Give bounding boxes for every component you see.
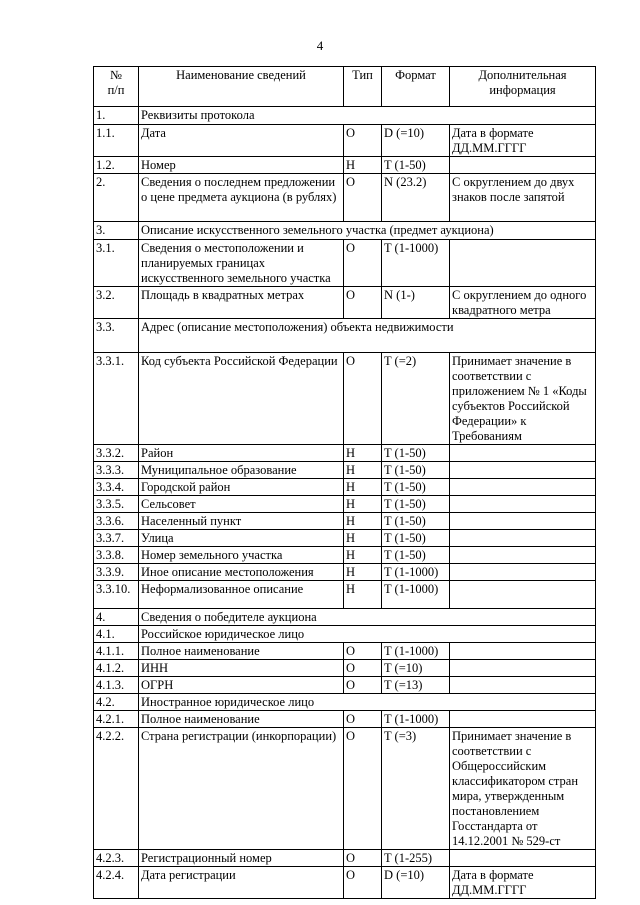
table-row <box>94 496 596 513</box>
format-cell: T (=2) <box>382 353 450 445</box>
table-row <box>94 174 596 222</box>
type-cell: Н <box>344 479 382 496</box>
info-cell <box>450 677 596 694</box>
row-number-cell: 4.2.4. <box>94 867 139 899</box>
name-cell: Площадь в квадратных метрах <box>139 287 344 319</box>
table-row <box>94 564 596 581</box>
data-table <box>93 66 596 899</box>
info-cell: С округлением до одного квадратного метра <box>450 287 596 319</box>
row-number-cell: 3.3. <box>94 319 139 353</box>
row-number-cell: 3.3.8. <box>94 547 139 564</box>
page-number: 4 <box>316 38 324 53</box>
type-cell: О <box>344 240 382 287</box>
format-cell: T (1-50) <box>382 496 450 513</box>
table-row <box>94 626 596 643</box>
name-cell: Муниципальное образование <box>139 462 344 479</box>
row-number-cell: 3.3.2. <box>94 445 139 462</box>
name-cell: ОГРН <box>139 677 344 694</box>
section-title-cell: Реквизиты протокола <box>139 107 596 125</box>
table-row <box>94 711 596 728</box>
section-title-cell: Иностранное юридическое лицо <box>139 694 596 711</box>
format-cell: T (=3) <box>382 728 450 850</box>
row-number-cell: 2. <box>94 174 139 222</box>
table-row <box>94 530 596 547</box>
section-title-cell: Российское юридическое лицо <box>139 626 596 643</box>
name-cell: Полное наименование <box>139 643 344 660</box>
row-number-cell: 3.3.5. <box>94 496 139 513</box>
table-row <box>94 157 596 174</box>
format-cell: T (1-50) <box>382 513 450 530</box>
name-cell: Полное наименование <box>139 711 344 728</box>
row-number-cell: 3.3.3. <box>94 462 139 479</box>
row-number-cell: 3.3.10. <box>94 581 139 609</box>
type-cell: О <box>344 711 382 728</box>
type-cell: Н <box>344 513 382 530</box>
row-number-cell: 1.2. <box>94 157 139 174</box>
type-cell: О <box>344 728 382 850</box>
section-title-cell: Адрес (описание местоположения) объекта недвижимости <box>139 319 596 353</box>
info-cell <box>450 462 596 479</box>
name-cell: Страна регистрации (инкорпорации) <box>139 728 344 850</box>
name-cell: Сельсовет <box>139 496 344 513</box>
info-cell <box>450 564 596 581</box>
row-number-cell: 4.1.2. <box>94 660 139 677</box>
section-title-cell: Сведения о победителе аукциона <box>139 609 596 626</box>
table-row <box>94 547 596 564</box>
table-row <box>94 694 596 711</box>
name-cell: Сведения о последнем предложении о цене предмета аукциона (в рублях) <box>139 174 344 222</box>
table-header-row <box>94 67 596 107</box>
info-cell <box>450 711 596 728</box>
format-cell: T (1-255) <box>382 850 450 867</box>
table-row <box>94 319 596 353</box>
row-number-cell: 4. <box>94 609 139 626</box>
type-cell: О <box>344 867 382 899</box>
name-cell: Иное описание местоположения <box>139 564 344 581</box>
type-cell: Н <box>344 547 382 564</box>
info-cell <box>450 157 596 174</box>
type-cell: Н <box>344 564 382 581</box>
info-cell: Дата в формате ДД.ММ.ГГГГ <box>450 125 596 157</box>
type-cell: Н <box>344 462 382 479</box>
name-cell: Сведения о местоположении и планируемых границах искусственного земельного участка <box>139 240 344 287</box>
type-cell: О <box>344 850 382 867</box>
row-number-cell: 4.2. <box>94 694 139 711</box>
table-row <box>94 581 596 609</box>
type-cell: О <box>344 643 382 660</box>
row-number-cell: 3.3.7. <box>94 530 139 547</box>
row-number-cell: 3. <box>94 222 139 240</box>
table-row <box>94 677 596 694</box>
name-cell: Номер <box>139 157 344 174</box>
header-type: Тип <box>344 67 382 107</box>
table-row <box>94 850 596 867</box>
type-cell: Н <box>344 445 382 462</box>
format-cell: T (1-50) <box>382 547 450 564</box>
format-cell: D (=10) <box>382 125 450 157</box>
table-row <box>94 462 596 479</box>
name-cell: Код субъекта Российской Федерации <box>139 353 344 445</box>
info-cell <box>450 850 596 867</box>
section-title-cell: Описание искусственного земельного участка (предмет аукциона) <box>139 222 596 240</box>
info-cell <box>450 660 596 677</box>
table-row <box>94 867 596 899</box>
table-row <box>94 353 596 445</box>
info-cell <box>450 581 596 609</box>
name-cell: Неформализованное описание <box>139 581 344 609</box>
format-cell: T (=13) <box>382 677 450 694</box>
header-num: № п/п <box>94 67 139 107</box>
row-number-cell: 4.2.1. <box>94 711 139 728</box>
type-cell: Н <box>344 530 382 547</box>
format-cell: T (1-1000) <box>382 240 450 287</box>
info-cell: Принимает значение в соответствии с приложением № 1 «Коды субъектов Российской Федерации» к Требованиям <box>450 353 596 445</box>
type-cell: О <box>344 660 382 677</box>
row-number-cell: 3.1. <box>94 240 139 287</box>
type-cell: О <box>344 174 382 222</box>
info-cell: С округлением до двух знаков после запятой <box>450 174 596 222</box>
info-cell <box>450 496 596 513</box>
info-cell <box>450 530 596 547</box>
row-number-cell: 3.3.1. <box>94 353 139 445</box>
name-cell: Улица <box>139 530 344 547</box>
format-cell: T (1-50) <box>382 462 450 479</box>
row-number-cell: 1.1. <box>94 125 139 157</box>
name-cell: Дата регистрации <box>139 867 344 899</box>
row-number-cell: 4.2.3. <box>94 850 139 867</box>
info-cell <box>450 479 596 496</box>
name-cell: Регистрационный номер <box>139 850 344 867</box>
row-number-cell: 4.1. <box>94 626 139 643</box>
table-row <box>94 125 596 157</box>
type-cell: Н <box>344 157 382 174</box>
name-cell: Городской район <box>139 479 344 496</box>
format-cell: T (1-1000) <box>382 564 450 581</box>
table-row <box>94 287 596 319</box>
format-cell: N (1-) <box>382 287 450 319</box>
header-format: Формат <box>382 67 450 107</box>
table-row <box>94 445 596 462</box>
type-cell: Н <box>344 581 382 609</box>
table-row <box>94 107 596 125</box>
format-cell: T (1-1000) <box>382 643 450 660</box>
type-cell: О <box>344 125 382 157</box>
row-number-cell: 4.1.3. <box>94 677 139 694</box>
format-cell: T (1-1000) <box>382 581 450 609</box>
info-cell: Дата в формате ДД.ММ.ГГГГ <box>450 867 596 899</box>
info-cell <box>450 513 596 530</box>
info-cell <box>450 547 596 564</box>
format-cell: D (=10) <box>382 867 450 899</box>
table-row <box>94 660 596 677</box>
row-number-cell: 3.2. <box>94 287 139 319</box>
row-number-cell: 3.3.6. <box>94 513 139 530</box>
table-body <box>94 107 596 899</box>
row-number-cell: 4.2.2. <box>94 728 139 850</box>
format-cell: T (1-50) <box>382 530 450 547</box>
table-row <box>94 728 596 850</box>
table-row <box>94 479 596 496</box>
table-row <box>94 609 596 626</box>
row-number-cell: 3.3.4. <box>94 479 139 496</box>
table-row <box>94 643 596 660</box>
row-number-cell: 3.3.9. <box>94 564 139 581</box>
format-cell: T (1-50) <box>382 479 450 496</box>
row-number-cell: 4.1.1. <box>94 643 139 660</box>
format-cell: T (1-50) <box>382 157 450 174</box>
name-cell: Дата <box>139 125 344 157</box>
format-cell: T (1-50) <box>382 445 450 462</box>
format-cell: T (1-1000) <box>382 711 450 728</box>
format-cell: T (=10) <box>382 660 450 677</box>
info-cell <box>450 240 596 287</box>
name-cell: ИНН <box>139 660 344 677</box>
name-cell: Населенный пункт <box>139 513 344 530</box>
info-cell <box>450 445 596 462</box>
row-number-cell: 1. <box>94 107 139 125</box>
table-row <box>94 240 596 287</box>
header-name: Наименование сведений <box>139 67 344 107</box>
type-cell: О <box>344 677 382 694</box>
type-cell: Н <box>344 496 382 513</box>
name-cell: Номер земельного участка <box>139 547 344 564</box>
table-row <box>94 222 596 240</box>
name-cell: Район <box>139 445 344 462</box>
format-cell: N (23.2) <box>382 174 450 222</box>
info-cell: Принимает значение в соответствии с Общероссийским классификатором стран мира, утвержденным постановлением Госстандарта от 14.12.2001 № 529-ст <box>450 728 596 850</box>
type-cell: О <box>344 287 382 319</box>
table-row <box>94 513 596 530</box>
header-info: Дополнительная информация <box>450 67 596 107</box>
info-cell <box>450 643 596 660</box>
type-cell: О <box>344 353 382 445</box>
